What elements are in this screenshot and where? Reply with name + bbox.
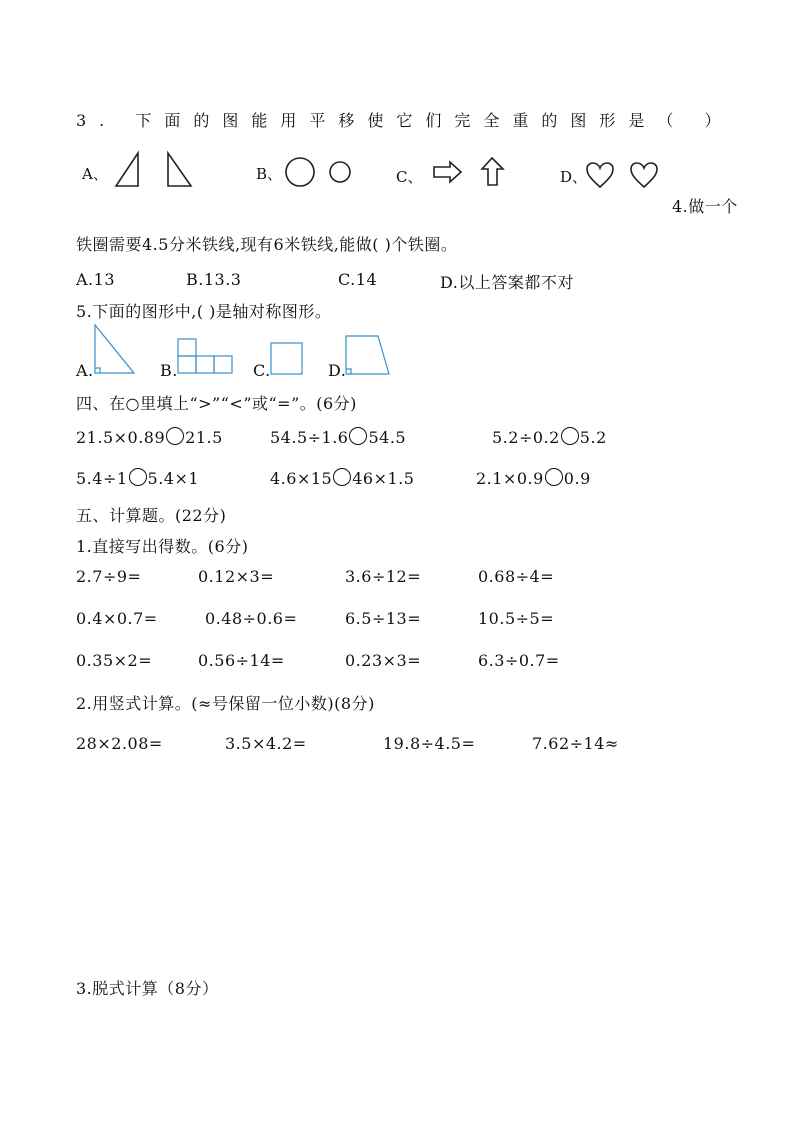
sec4-item-4-left: 5.4÷1 <box>76 469 128 488</box>
compare-circle[interactable] <box>349 427 367 445</box>
vertical-calc-item: 19.8÷4.5= <box>383 734 476 753</box>
q3-option-c-arrow-up <box>481 156 507 188</box>
sec4-item-2-left: 54.5÷1.6 <box>270 428 349 447</box>
q5-option-b-cube-net <box>176 337 236 375</box>
q5-option-c-square <box>269 341 305 377</box>
q5-option-d-trapezoid <box>344 334 392 378</box>
q3-option-c-label: C、 <box>396 168 423 186</box>
vertical-calc-item: 28×2.08= <box>76 734 163 753</box>
sec4-item-3 <box>492 427 607 447</box>
mental-calc-item: 6.3÷0.7= <box>478 651 560 670</box>
mental-calc-item: 10.5÷5= <box>478 609 555 628</box>
sec4-item-1 <box>76 427 223 447</box>
q3-option-a-triangle-right <box>165 151 195 189</box>
sec4-item-6-left: 2.1×0.9 <box>476 469 544 488</box>
sec4-item-6 <box>476 468 591 488</box>
q5-option-b-label: B. <box>160 361 178 380</box>
mental-calc-item: 0.35×2= <box>76 651 153 670</box>
sec5-p2-title: 2.用竖式计算。(≈号保留一位小数)(8分) <box>76 694 375 713</box>
mental-calc-item: 0.4×0.7= <box>76 609 158 628</box>
sec4-item-1-right: 21.5 <box>185 428 223 447</box>
vertical-calc-item: 7.62÷14≈ <box>532 734 619 753</box>
sec4-item-4 <box>76 468 199 488</box>
mental-calc-item: 0.23×3= <box>345 651 422 670</box>
q3-option-a-triangle-left <box>114 151 144 189</box>
q4-option-a: A.13 <box>76 270 115 289</box>
mental-calc-item: 6.5÷13= <box>345 609 422 628</box>
sec5-title: 五、计算题。(22分) <box>76 506 227 525</box>
q5-option-c-label: C. <box>253 361 271 380</box>
sec5-p3-title: 3.脱式计算（8分） <box>76 979 219 998</box>
q3-stem: 3. 下面的图能用平移使它们完全重的图形是（ ） <box>76 111 734 130</box>
q3-option-b-label: B、 <box>256 165 283 183</box>
q5-option-a-label: A. <box>76 361 94 380</box>
compare-circle[interactable] <box>333 468 351 486</box>
compare-circle[interactable] <box>129 468 147 486</box>
compare-circle[interactable] <box>545 468 563 486</box>
sec4-item-5-right: 46×1.5 <box>352 469 415 488</box>
mental-calc-item: 0.56÷14= <box>198 651 285 670</box>
sec4-item-3-left: 5.2÷0.2 <box>492 428 560 447</box>
mental-calc-item: 0.48÷0.6= <box>205 609 298 628</box>
vertical-calc-item: 3.5×4.2= <box>225 734 307 753</box>
compare-circle[interactable] <box>166 427 184 445</box>
q4-option-d: D.以上答案都不对 <box>440 273 574 292</box>
q3-option-a-label: A、 <box>82 165 108 183</box>
sec4-item-2-right: 54.5 <box>368 428 407 447</box>
q4-line: 铁圈需要4.5分米铁线,现有6米铁线,能做( )个铁圈。 <box>76 235 458 254</box>
q4-option-c: C.14 <box>338 270 378 289</box>
sec4-item-1-left: 21.5×0.89 <box>76 428 166 447</box>
q5-option-d-label: D. <box>328 361 347 380</box>
q5-stem: 5.下面的图形中,( )是轴对称图形。 <box>76 302 332 321</box>
q3-option-d-label: D、 <box>560 168 588 186</box>
q3-option-d-heart-right <box>630 162 658 190</box>
sec4-item-2 <box>270 427 406 447</box>
mental-calc-item: 2.7÷9= <box>76 567 142 586</box>
q3-option-d-heart-left <box>586 162 614 190</box>
mental-calc-item: 3.6÷12= <box>345 567 422 586</box>
q3-option-b-circle-large <box>284 156 318 190</box>
sec4-item-4-right: 5.4×1 <box>147 469 200 488</box>
sec4-item-6-right: 0.9 <box>563 469 591 488</box>
sec4-item-3-right: 5.2 <box>579 428 607 447</box>
q3-option-c-arrow-right <box>432 160 464 186</box>
sec5-p1-title: 1.直接写出得数。(6分) <box>76 537 249 556</box>
mental-calc-item: 0.68÷4= <box>478 567 555 586</box>
q4-start: 4.做一个 <box>672 197 738 216</box>
compare-circle[interactable] <box>561 427 579 445</box>
sec4-item-5-left: 4.6×15 <box>270 469 333 488</box>
q3-option-b-circle-small <box>328 160 354 186</box>
sec4-item-5 <box>270 468 414 488</box>
q4-option-b: B.13.3 <box>186 270 242 289</box>
q5-option-a-right-triangle <box>92 324 136 376</box>
mental-calc-item: 0.12×3= <box>198 567 275 586</box>
sec4-title: 四、在○里填上“>”“<”或“=”。(6分) <box>76 394 357 413</box>
